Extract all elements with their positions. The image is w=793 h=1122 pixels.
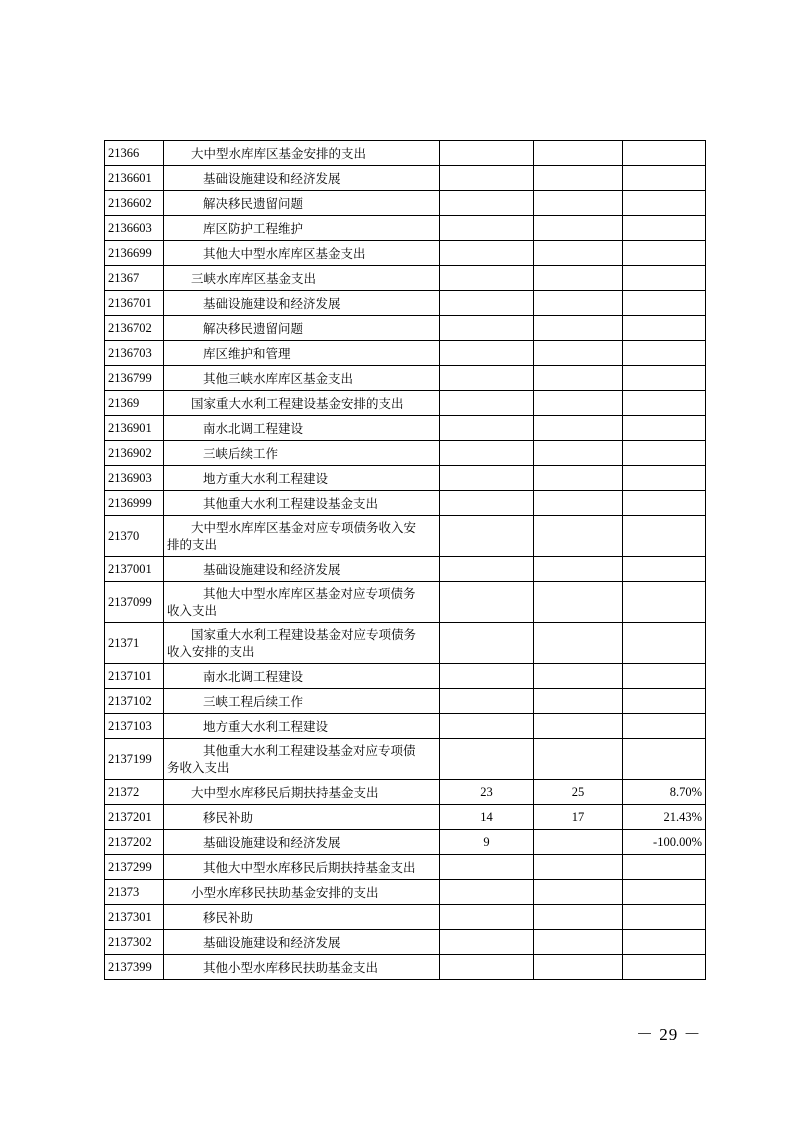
amount-col-1-cell (440, 216, 534, 241)
subject-name-text: 其他大中型水库库区基金支出 (203, 245, 366, 261)
change-percent-cell (623, 491, 706, 516)
amount-col-1-cell (440, 441, 534, 466)
change-percent-cell (623, 341, 706, 366)
subject-name-line-1: 其他大中型水库库区基金对应专项债务 (203, 586, 416, 601)
subject-name-cell (164, 441, 440, 466)
subject-name-cell (164, 780, 440, 805)
amount-col-2-cell (534, 291, 623, 316)
amount-col-1-cell (440, 266, 534, 291)
amount-col-1-cell (440, 714, 534, 739)
amount-col-2-cell (534, 955, 623, 980)
amount-col-1-cell (440, 689, 534, 714)
amount-col-1-cell (440, 855, 534, 880)
subject-name-cell (164, 623, 440, 664)
amount-col-2-cell (534, 216, 623, 241)
subject-code-cell: 2137202 (105, 830, 164, 855)
amount-col-2-cell (534, 880, 623, 905)
subject-code-cell: 2136903 (105, 466, 164, 491)
subject-name-text: 其他小型水库移民扶助基金支出 (203, 959, 379, 975)
amount-col-1-cell (440, 241, 534, 266)
subject-name-line-1: 大中型水库库区基金对应专项债务收入安 (191, 520, 417, 535)
table-row (105, 557, 706, 582)
amount-col-2-cell (534, 441, 623, 466)
table-row (105, 391, 706, 416)
subject-name-text: 小型水库移民扶助基金安排的支出 (191, 884, 379, 900)
subject-name-text: 基础设施建设和经济发展 (203, 834, 341, 850)
table-row (105, 241, 706, 266)
change-percent-cell: -100.00% (623, 830, 706, 855)
table-row (105, 855, 706, 880)
table-row (105, 291, 706, 316)
subject-name-text: 三峡水库库区基金支出 (191, 270, 317, 286)
subject-code-cell: 2137102 (105, 689, 164, 714)
change-percent-cell (623, 855, 706, 880)
amount-col-2-cell (534, 491, 623, 516)
subject-name-cell (164, 191, 440, 216)
subject-name-cell (164, 216, 440, 241)
subject-name-cell (164, 905, 440, 930)
subject-code-cell: 2137302 (105, 930, 164, 955)
subject-code-cell: 2136902 (105, 441, 164, 466)
amount-col-2-cell (534, 830, 623, 855)
subject-code-cell: 2136603 (105, 216, 164, 241)
subject-name-line-2: 务收入支出 (167, 760, 230, 775)
subject-name-text: 基础设施建设和经济发展 (203, 934, 341, 950)
subject-name-text: 地方重大水利工程建设 (203, 470, 329, 486)
subject-name-cell (164, 341, 440, 366)
subject-code-cell: 21369 (105, 391, 164, 416)
table-row (105, 880, 706, 905)
table-row (105, 491, 706, 516)
subject-name-cell (164, 930, 440, 955)
subject-name-text: 基础设施建设和经济发展 (203, 561, 341, 577)
subject-code-cell: 21372 (105, 780, 164, 805)
change-percent-cell (623, 316, 706, 341)
subject-name-text: 其他重大水利工程建设基金支出 (203, 495, 379, 511)
subject-name-cell (164, 491, 440, 516)
change-percent-cell (623, 955, 706, 980)
page-number: － 29 － (636, 1025, 702, 1044)
subject-name-cell (164, 366, 440, 391)
table-body (105, 141, 706, 980)
subject-name-cell (164, 880, 440, 905)
subject-name-text: 库区维护和管理 (203, 345, 291, 361)
table-row (105, 623, 706, 664)
change-percent-cell (623, 880, 706, 905)
subject-code-cell: 2137101 (105, 664, 164, 689)
change-percent-cell (623, 191, 706, 216)
change-percent-cell (623, 623, 706, 664)
subject-name-text: 三峡工程后续工作 (203, 693, 304, 709)
subject-code-cell: 2136601 (105, 166, 164, 191)
table-row (105, 830, 706, 855)
subject-code-cell: 2136703 (105, 341, 164, 366)
table-row (105, 930, 706, 955)
subject-name-text: 国家重大水利工程建设基金安排的支出 (191, 395, 404, 411)
table-row (105, 366, 706, 391)
amount-col-1-cell (440, 416, 534, 441)
table-row (105, 805, 706, 830)
amount-col-1-cell: 14 (440, 805, 534, 830)
subject-code-cell: 2137201 (105, 805, 164, 830)
amount-col-2-cell: 25 (534, 780, 623, 805)
table-row (105, 780, 706, 805)
amount-col-1-cell (440, 880, 534, 905)
table-row (105, 316, 706, 341)
subject-name-cell (164, 166, 440, 191)
subject-name-text: 大中型水库库区基金安排的支出 (191, 145, 367, 161)
subject-name-text: 南水北调工程建设 (203, 668, 304, 684)
amount-col-2-cell (534, 266, 623, 291)
subject-name-cell (164, 830, 440, 855)
change-percent-cell (623, 241, 706, 266)
amount-col-1-cell (440, 341, 534, 366)
change-percent-cell (623, 466, 706, 491)
amount-col-2-cell (534, 930, 623, 955)
change-percent-cell (623, 366, 706, 391)
subject-name-cell (164, 516, 440, 557)
change-percent-cell (623, 391, 706, 416)
amount-col-1-cell (440, 291, 534, 316)
subject-code-cell: 21366 (105, 141, 164, 166)
amount-col-1-cell (440, 191, 534, 216)
subject-name-text: 其他三峡水库库区基金支出 (203, 370, 354, 386)
change-percent-cell (623, 689, 706, 714)
subject-code-cell: 21371 (105, 623, 164, 664)
change-percent-cell (623, 166, 706, 191)
subject-name-text: 大中型水库移民后期扶持基金支出 (191, 784, 379, 800)
change-percent-cell (623, 905, 706, 930)
table-row (105, 191, 706, 216)
subject-name-cell (164, 805, 440, 830)
amount-col-2-cell (534, 416, 623, 441)
change-percent-cell (623, 416, 706, 441)
subject-name-cell (164, 416, 440, 441)
amount-col-1-cell (440, 955, 534, 980)
change-percent-cell (623, 582, 706, 623)
amount-col-2-cell (534, 191, 623, 216)
table-row (105, 905, 706, 930)
amount-col-1-cell (440, 391, 534, 416)
subject-name-line-2: 排的支出 (167, 537, 218, 552)
subject-code-cell: 2137199 (105, 739, 164, 780)
change-percent-cell (623, 516, 706, 557)
subject-name-cell (164, 266, 440, 291)
table-row (105, 955, 706, 980)
subject-code-cell: 2136701 (105, 291, 164, 316)
subject-name-text: 移民补助 (203, 809, 254, 825)
subject-name-cell (164, 557, 440, 582)
change-percent-cell: 21.43% (623, 805, 706, 830)
subject-code-cell: 2137301 (105, 905, 164, 930)
amount-col-2-cell (534, 141, 623, 166)
amount-col-2-cell (534, 855, 623, 880)
budget-table (104, 140, 706, 980)
change-percent-cell (623, 291, 706, 316)
subject-code-cell: 2136702 (105, 316, 164, 341)
table-row (105, 166, 706, 191)
table-row (105, 664, 706, 689)
table-row (105, 266, 706, 291)
subject-name-cell (164, 689, 440, 714)
amount-col-1-cell (440, 582, 534, 623)
amount-col-2-cell (534, 582, 623, 623)
amount-col-2-cell (534, 341, 623, 366)
change-percent-cell (623, 714, 706, 739)
subject-name-cell (164, 955, 440, 980)
amount-col-2-cell (534, 166, 623, 191)
change-percent-cell: 8.70% (623, 780, 706, 805)
amount-col-2-cell (534, 739, 623, 780)
amount-col-1-cell (440, 905, 534, 930)
amount-col-1-cell (440, 623, 534, 664)
subject-code-cell: 2137399 (105, 955, 164, 980)
table-row (105, 441, 706, 466)
amount-col-1-cell (440, 466, 534, 491)
amount-col-2-cell (534, 623, 623, 664)
subject-code-cell: 2136799 (105, 366, 164, 391)
subject-name-cell (164, 391, 440, 416)
subject-name-text: 库区防护工程维护 (203, 220, 304, 236)
table-row (105, 516, 706, 557)
amount-col-2-cell (534, 516, 623, 557)
table-row (105, 739, 706, 780)
subject-name-text: 解决移民遗留问题 (203, 320, 304, 336)
subject-name-line-1: 国家重大水利工程建设基金对应专项债务 (191, 627, 417, 642)
table-row (105, 689, 706, 714)
amount-col-1-cell (440, 516, 534, 557)
subject-name-cell (164, 739, 440, 780)
subject-name-cell (164, 291, 440, 316)
subject-code-cell: 2137001 (105, 557, 164, 582)
subject-name-cell (164, 316, 440, 341)
subject-name-cell (164, 241, 440, 266)
subject-name-text: 其他大中型水库移民后期扶持基金支出 (203, 859, 416, 875)
amount-col-2-cell (534, 466, 623, 491)
subject-code-cell: 2136999 (105, 491, 164, 516)
amount-col-1-cell (440, 316, 534, 341)
amount-col-2-cell (534, 316, 623, 341)
subject-code-cell: 21367 (105, 266, 164, 291)
subject-name-line-1: 其他重大水利工程建设基金对应专项债 (203, 743, 416, 758)
subject-code-cell: 2136901 (105, 416, 164, 441)
amount-col-2-cell (534, 391, 623, 416)
amount-col-2-cell (534, 664, 623, 689)
subject-code-cell: 2137099 (105, 582, 164, 623)
subject-name-cell (164, 714, 440, 739)
change-percent-cell (623, 664, 706, 689)
amount-col-1-cell (440, 664, 534, 689)
table-row (105, 416, 706, 441)
subject-code-cell: 21370 (105, 516, 164, 557)
subject-name-text: 南水北调工程建设 (203, 420, 304, 436)
subject-code-cell: 21373 (105, 880, 164, 905)
subject-name-text: 三峡后续工作 (203, 445, 279, 461)
subject-name-text: 移民补助 (203, 909, 254, 925)
amount-col-1-cell: 23 (440, 780, 534, 805)
subject-name-text: 解决移民遗留问题 (203, 195, 304, 211)
amount-col-1-cell (440, 930, 534, 955)
subject-code-cell: 2137103 (105, 714, 164, 739)
amount-col-1-cell (440, 166, 534, 191)
subject-name-text: 基础设施建设和经济发展 (203, 170, 341, 186)
subject-name-line-2: 收入支出 (167, 603, 218, 618)
amount-col-1-cell (440, 557, 534, 582)
amount-col-2-cell (534, 714, 623, 739)
amount-col-2-cell (534, 905, 623, 930)
subject-name-cell (164, 141, 440, 166)
subject-name-cell (164, 466, 440, 491)
change-percent-cell (623, 441, 706, 466)
subject-name-cell (164, 664, 440, 689)
subject-name-cell (164, 855, 440, 880)
amount-col-1-cell (440, 366, 534, 391)
amount-col-2-cell (534, 689, 623, 714)
table-row (105, 216, 706, 241)
change-percent-cell (623, 739, 706, 780)
amount-col-2-cell (534, 241, 623, 266)
subject-name-line-2: 收入安排的支出 (167, 644, 255, 659)
subject-name-cell (164, 582, 440, 623)
amount-col-2-cell (534, 557, 623, 582)
change-percent-cell (623, 141, 706, 166)
subject-code-cell: 2136699 (105, 241, 164, 266)
table-row (105, 141, 706, 166)
amount-col-1-cell (440, 141, 534, 166)
subject-name-text: 地方重大水利工程建设 (203, 718, 329, 734)
table-row (105, 582, 706, 623)
table-row (105, 714, 706, 739)
table-row (105, 341, 706, 366)
subject-name-text: 基础设施建设和经济发展 (203, 295, 341, 311)
table-row (105, 466, 706, 491)
amount-col-1-cell (440, 739, 534, 780)
change-percent-cell (623, 557, 706, 582)
subject-code-cell: 2137299 (105, 855, 164, 880)
amount-col-2-cell: 17 (534, 805, 623, 830)
amount-col-1-cell (440, 491, 534, 516)
change-percent-cell (623, 930, 706, 955)
amount-col-1-cell: 9 (440, 830, 534, 855)
subject-code-cell: 2136602 (105, 191, 164, 216)
amount-col-2-cell (534, 366, 623, 391)
change-percent-cell (623, 216, 706, 241)
change-percent-cell (623, 266, 706, 291)
